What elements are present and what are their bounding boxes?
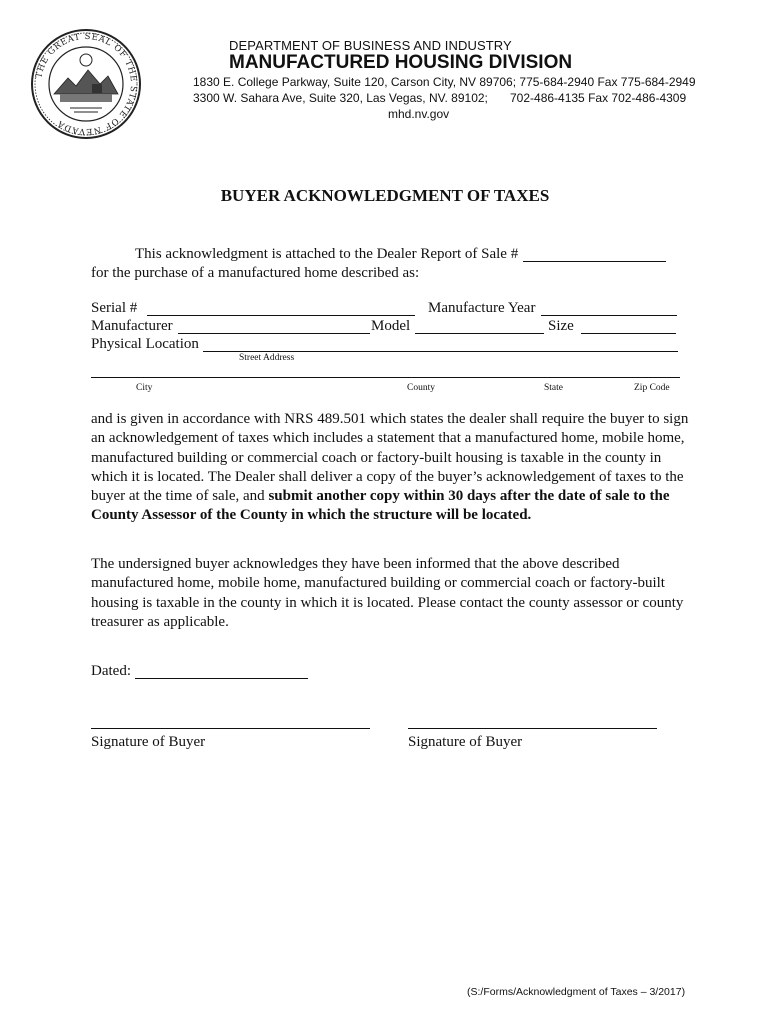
- form-title: BUYER ACKNOWLEDGMENT OF TAXES: [220, 186, 550, 205]
- buyer-acknowledgement-paragraph: The undersigned buyer acknowledges they have been informed that the above described manufactured home, mobile home, manufactured building or commercial coach or factory-built housing is taxable in the county in which it is located. Please contact the county assessor or county treasurer as applicable.: [91, 556, 684, 630]
- size-field[interactable]: [581, 333, 676, 334]
- intro-line-2: for the purchase of a manufactured home described as:: [91, 265, 420, 281]
- physical-location-label: Physical Location: [91, 336, 199, 352]
- nrs-statement-paragraph: [91, 410, 689, 526]
- carson-city-address: 1830 E. College Parkway, Suite 120, Carson City, NV 89706; 775-684-2940 Fax 775-684-2949: [193, 75, 696, 89]
- dated-field[interactable]: [135, 678, 308, 679]
- city-caption: City: [136, 383, 153, 393]
- street-address-caption: Street Address: [239, 353, 295, 363]
- street-address-field[interactable]: [203, 351, 678, 352]
- website: mhd.nv.gov: [388, 107, 450, 121]
- division-name: MANUFACTURED HOUSING DIVISION: [229, 52, 573, 73]
- serial-field[interactable]: [147, 315, 415, 316]
- zip-code-caption: Zip Code: [634, 383, 670, 393]
- las-vegas-address: 3300 W. Sahara Ave, Suite 320, Las Vegas, NV. 89102;: [193, 91, 488, 105]
- department-name: DEPARTMENT OF BUSINESS AND INDUSTRY: [229, 38, 512, 53]
- serial-label: Serial #: [91, 300, 138, 316]
- form-reference-footer: (S:/Forms/Acknowledgment of Taxes – 3/2017): [467, 986, 686, 998]
- signature-label-1: Signature of Buyer: [91, 734, 206, 750]
- state-caption: State: [544, 383, 563, 393]
- las-vegas-phone: 702-486-4135 Fax 702-486-4309: [510, 91, 687, 105]
- city-county-state-zip-field[interactable]: [91, 377, 680, 378]
- nevada-state-seal: [30, 28, 142, 140]
- seal-ring-text: THE GREAT SEAL OF THE STATE OF NEVADA: [34, 31, 139, 137]
- size-label: Size: [548, 318, 574, 334]
- intro-line-1: This acknowledgment is attached to the Dealer Report of Sale #: [135, 246, 519, 262]
- dated-label: Dated:: [91, 663, 131, 679]
- model-label: Model: [371, 318, 411, 334]
- model-field[interactable]: [415, 333, 544, 334]
- signature-label-2: Signature of Buyer: [408, 734, 523, 750]
- dealer-report-number-field[interactable]: [523, 261, 666, 262]
- manufacture-year-label: Manufacture Year: [428, 300, 536, 316]
- county-caption: County: [407, 383, 435, 393]
- signature-line-2[interactable]: [408, 728, 657, 729]
- manufacture-year-field[interactable]: [541, 315, 677, 316]
- signature-line-1[interactable]: [91, 728, 370, 729]
- manufacturer-label: Manufacturer: [91, 318, 173, 334]
- manufacturer-field[interactable]: [178, 333, 370, 334]
- nrs-statement-text: and is given in accordance with NRS 489.501 which states the dealer shall require the buyer to sign an acknowledgement of taxes which includes a statement that a manufactured home, mobile home, manufactured building or commercial coach or factory-built housing is taxable in the county in which it is located. The Dealer shall deliver a copy of the buyer’s acknowledgement of taxes to the buyer at the time of sale, and: [91, 411, 689, 505]
- nrs-statement-bold-text: submit another copy within 30 days after the date of sale to the County Assessor of the County in which the structure will be located.: [91, 488, 670, 524]
